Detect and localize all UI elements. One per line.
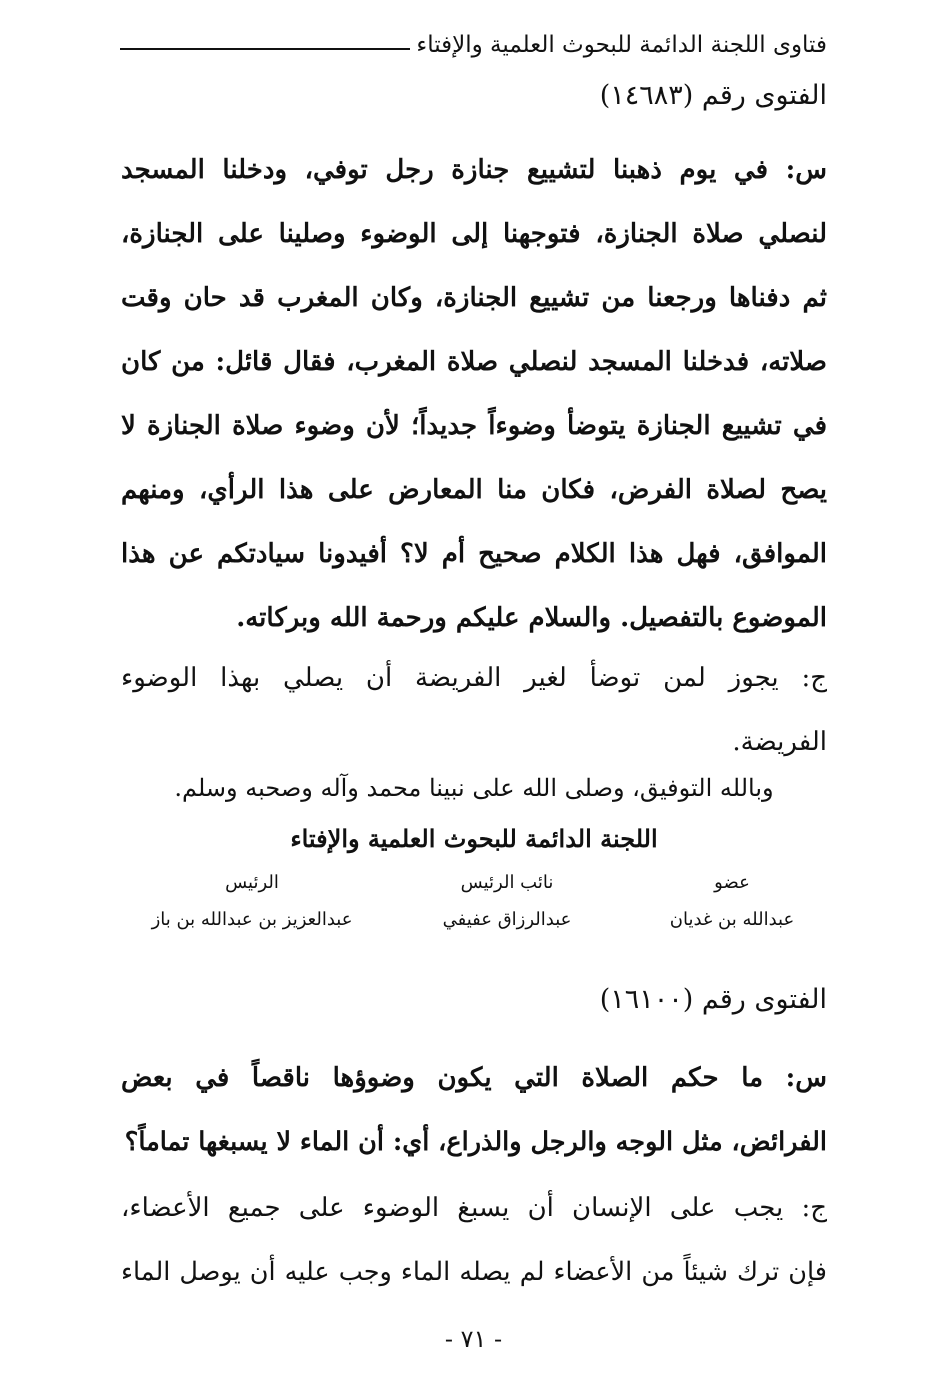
- signatory-vice-president: [397, 872, 617, 930]
- signatory-role: الرئيس: [225, 872, 279, 893]
- question-line: الموضوع بالتفصيل. والسلام عليكم ورحمة الله وبركاته.: [236, 603, 827, 633]
- fatwa-1-answer: [121, 646, 827, 774]
- question-line: س: ما حكم الصلاة التي يكون وضوؤها ناقصاً في بعض: [121, 1063, 827, 1093]
- signatory-name: عبدالرزاق عفيفي: [442, 909, 572, 930]
- question-line: لنصلي صلاة الجنازة، فتوجهنا إلى الوضوء وصلينا على الجنازة،: [121, 219, 827, 249]
- committee-name: اللجنة الدائمة للبحوث العلمية والإفتاء: [290, 824, 658, 853]
- signatory-role: نائب الرئيس: [460, 872, 554, 893]
- question-line: الفرائض، مثل الوجه والرجل والذراع، أي: أن الماء لا يسبغها تماماً؟: [124, 1127, 827, 1157]
- answer-line: ج: يجوز لمن توضأ لغير الفريضة أن يصلي بهذا الوضوء: [121, 663, 827, 693]
- closing-invocation: وبالله التوفيق، وصلى الله على نبينا محمد وآله وصحبه وسلم.: [174, 774, 774, 802]
- signatory-role: عضو: [714, 872, 750, 893]
- question-line: س: في يوم ذهبنا لتشييع جنازة رجل توفي، ودخلنا المسجد: [121, 155, 827, 185]
- signatories: [117, 872, 837, 930]
- fatwa-2-answer: [121, 1176, 827, 1304]
- page-number: - ٧١ -: [444, 1325, 503, 1353]
- question-line: الموافق، فهل هذا الكلام صحيح أم لا؟ أفيدونا سيادتكم عن هذا: [121, 539, 827, 569]
- fatwa-2-number: الفتوى رقم (١٦١٠٠): [599, 984, 827, 1015]
- running-header: [120, 28, 827, 62]
- header-rule: [120, 48, 410, 50]
- header-title: فتاوى اللجنة الدائمة للبحوث العلمية والإفتاء: [416, 32, 827, 58]
- answer-line: فإن ترك شيئاً من الأعضاء لم يصله الماء وجب عليه أن يوصل الماء: [121, 1257, 827, 1287]
- signatory-name: عبدالعزيز بن عبدالله بن باز: [151, 909, 353, 930]
- fatwa-1-number: الفتوى رقم (١٤٦٨٣): [599, 80, 827, 111]
- answer-line: الفريضة.: [732, 727, 827, 757]
- question-line: يصح لصلاة الفرض، فكان منا المعارض على هذا الرأي، ومنهم: [121, 475, 827, 505]
- fatwa-2-question: [121, 1046, 827, 1174]
- signatory-name: عبدالله بن غديان: [669, 909, 795, 930]
- signatory-member: [627, 872, 837, 930]
- signatory-president: [117, 872, 387, 930]
- question-line: ثم دفناها ورجعنا من تشييع الجنازة، وكان المغرب قد حان وقت: [121, 283, 827, 313]
- question-line: في تشييع الجنازة يتوضأ وضوءاً جديداً؛ لأن وضوء صلاة الجنازة لا: [121, 411, 827, 441]
- fatwa-1-question: [121, 138, 827, 650]
- question-line: صلاته، فدخلنا المسجد لنصلي صلاة المغرب، فقال قائل: من كان: [121, 347, 827, 377]
- answer-line: ج: يجب على الإنسان أن يسبغ الوضوء على جميع الأعضاء،: [121, 1193, 827, 1223]
